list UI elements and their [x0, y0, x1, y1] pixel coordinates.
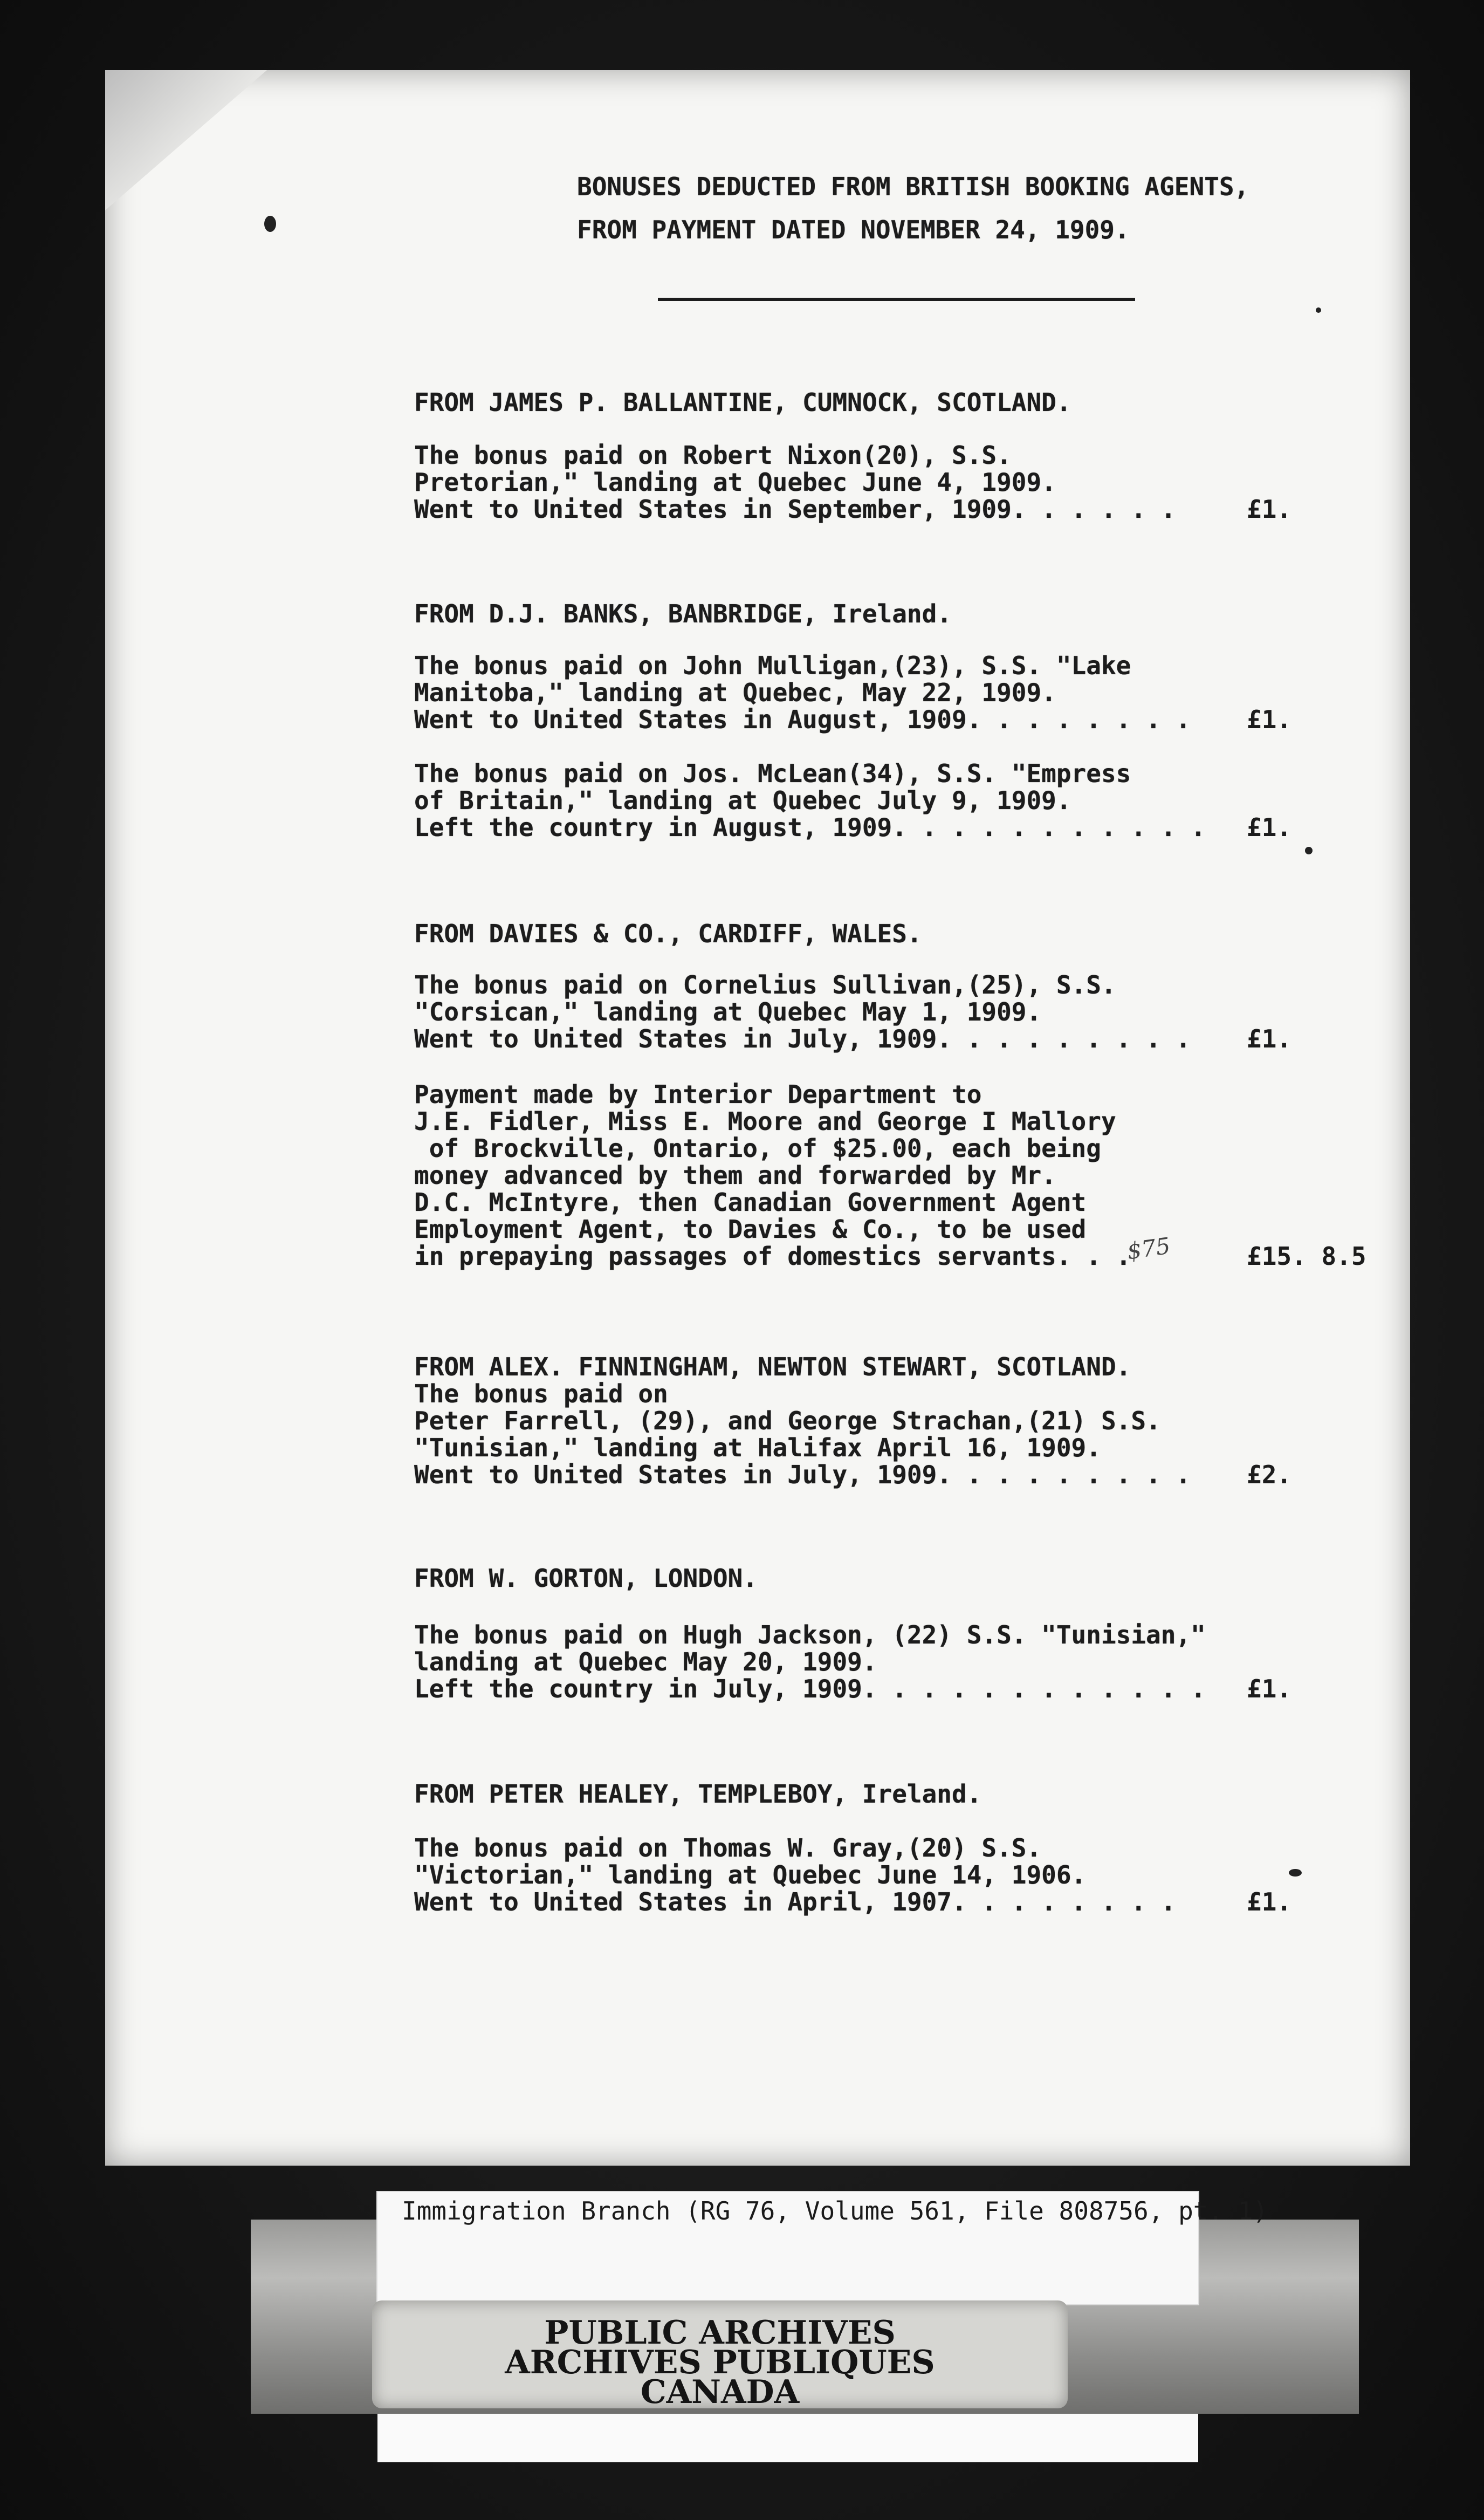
entry-line: Left the country in August, 1909. . . . . . . . . . .: [414, 813, 1206, 842]
entry-line: Manitoba," landing at Quebec, May 22, 1909.: [414, 678, 1056, 707]
entry-line: money advanced by them and forwarded by Mr.: [414, 1161, 1056, 1190]
entry-line: landing at Quebec May 20, 1909.: [414, 1647, 877, 1676]
entry-line: Went to United States in August, 1909. . . . . . . .: [414, 705, 1191, 734]
entry-line: of Britain," landing at Quebec July 9, 1909.: [414, 786, 1071, 815]
entry-line: The bonus paid on John Mulligan,(23), S.S. "Lake: [414, 651, 1131, 680]
entry-line: Payment made by Interior Department to: [414, 1080, 982, 1109]
entry-line: of Brockville, Ontario, of $25.00, each being: [414, 1134, 1101, 1163]
handwritten-note: $75: [1125, 1232, 1172, 1265]
entry-line: Peter Farrell, (29), and George Strachan,(21) S.S.: [414, 1406, 1161, 1435]
archive-reference: Immigration Branch (RG 76, Volume 561, File 808756, pt. 1): [402, 2196, 1268, 2225]
entry-amount: £15. 8.5: [1247, 1242, 1366, 1271]
entry-amount: £1.: [1247, 813, 1292, 842]
section-heading-gorton: FROM W. GORTON, LONDON.: [414, 1564, 758, 1593]
entry-line: The bonus paid on Hugh Jackson, (22) S.S. "Tunisian,": [414, 1620, 1206, 1649]
section-heading-finningham: FROM ALEX. FINNINGHAM, NEWTON STEWART, SCOTLAND.: [414, 1352, 1131, 1381]
paper-mark: [264, 216, 276, 232]
stamp-line-3: CANADA: [640, 2373, 800, 2411]
entry-amount: £1.: [1247, 495, 1292, 524]
section-heading-davies: FROM DAVIES & CO., CARDIFF, WALES.: [414, 919, 922, 948]
entry-amount: £2.: [1247, 1460, 1292, 1489]
stamp-line-2: ARCHIVES PUBLIQUES: [505, 2344, 935, 2381]
document-title-line-2: FROM PAYMENT DATED NOVEMBER 24, 1909.: [577, 215, 1130, 244]
document-title-line-1: BONUSES DEDUCTED FROM BRITISH BOOKING AGENTS,: [577, 172, 1249, 201]
entry-line: D.C. McIntyre, then Canadian Government Agent: [414, 1188, 1087, 1217]
section-heading-banks: FROM D.J. BANKS, BANBRIDGE, Ireland.: [414, 599, 952, 628]
paper-mark: [1289, 1869, 1302, 1877]
entry-line: Went to United States in April, 1907. . . . . . . .: [414, 1887, 1176, 1916]
paper-mark: [1305, 847, 1313, 854]
entry-line: The bonus paid on Thomas W. Gray,(20) S.S.: [414, 1833, 1042, 1862]
entry-amount: £1.: [1247, 1674, 1292, 1703]
entry-amount: £1.: [1247, 705, 1292, 734]
entry-line: "Tunisian," landing at Halifax April 16, 1909.: [414, 1433, 1101, 1462]
entry-line: Went to United States in September, 1909. . . . . .: [414, 495, 1176, 524]
entry-line: "Victorian," landing at Quebec June 14, 1906.: [414, 1860, 1087, 1889]
entry-amount: £1.: [1247, 1887, 1292, 1916]
paper-mark: [1316, 307, 1321, 313]
entry-line: The bonus paid on: [414, 1379, 668, 1408]
entry-line: The bonus paid on Robert Nixon(20), S.S.: [414, 441, 1012, 470]
entry-line: The bonus paid on Jos. McLean(34), S.S. "Empress: [414, 759, 1131, 788]
entry-line: J.E. Fidler, Miss E. Moore and George I Mallory: [414, 1107, 1116, 1136]
entry-line: Went to United States in July, 1909. . . . . . . . .: [414, 1024, 1191, 1053]
entry-line: Pretorian," landing at Quebec June 4, 1909.: [414, 468, 1056, 497]
bottom-white-card: [377, 2414, 1198, 2462]
entry-line: Left the country in July, 1909. . . . . . . . . . . .: [414, 1674, 1206, 1703]
title-underline: [658, 298, 1135, 301]
entry-line: in prepaying passages of domestics servants. . .: [414, 1242, 1131, 1271]
entry-line: The bonus paid on Cornelius Sullivan,(25), S.S.: [414, 970, 1116, 999]
entry-line: Employment Agent, to Davies & Co., to be used: [414, 1215, 1087, 1244]
section-heading-healey: FROM PETER HEALEY, TEMPLEBOY, Ireland.: [414, 1779, 982, 1809]
entry-line: Went to United States in July, 1909. . . . . . . . .: [414, 1460, 1191, 1489]
section-heading-ballantine: FROM JAMES P. BALLANTINE, CUMNOCK, SCOTLAND.: [414, 388, 1071, 417]
entry-line: "Corsican," landing at Quebec May 1, 1909.: [414, 997, 1042, 1026]
entry-amount: £1.: [1247, 1024, 1292, 1053]
stamp-line-1: PUBLIC ARCHIVES: [544, 2314, 896, 2352]
